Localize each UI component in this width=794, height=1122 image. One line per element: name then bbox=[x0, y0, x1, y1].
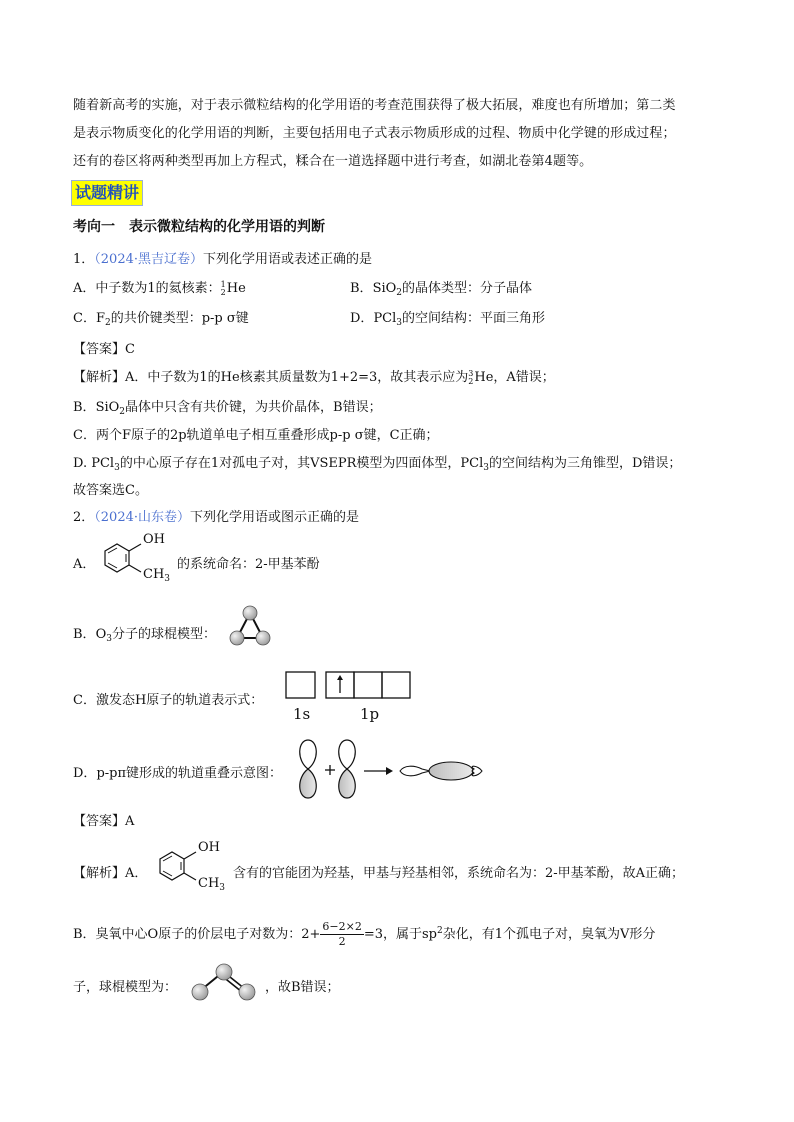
q1-option-d bbox=[350, 307, 545, 328]
iso-number: 2 bbox=[220, 287, 226, 297]
q2-option-c-label: C． bbox=[73, 693, 96, 708]
superscript: 2 bbox=[437, 926, 443, 936]
analysis-b-mid-2: 杂化，有1个孤电子对，臭氧为V形分 bbox=[442, 927, 656, 942]
q2-option-b-label: B． bbox=[73, 627, 96, 642]
subscript: 3 bbox=[483, 463, 489, 473]
q1-option-d-text: 的空间结构：平面三角形 bbox=[402, 311, 546, 326]
analysis-a-tail: ，A错误； bbox=[493, 370, 555, 385]
analysis-a-symbol: He bbox=[474, 370, 494, 385]
subscript: 3 bbox=[106, 634, 112, 644]
q2-analysis-oh: OH bbox=[198, 840, 220, 855]
ch-text: CH bbox=[143, 567, 165, 582]
q2-option-c-text: 激发态H原子的轨道表示式： bbox=[95, 693, 264, 708]
orbital-1p-label: 1p bbox=[360, 705, 380, 723]
q1-conclusion: 故答案选C。 bbox=[73, 483, 148, 498]
subscript: 3 bbox=[219, 883, 226, 893]
subscript: 2 bbox=[119, 407, 126, 417]
q2-stem-line bbox=[73, 506, 359, 525]
fraction bbox=[320, 920, 363, 949]
q1-option-c bbox=[73, 307, 249, 328]
q1-option-c-formula: F bbox=[95, 311, 105, 326]
iso-number: 2 bbox=[468, 376, 474, 386]
q1-option-a-label: A． bbox=[73, 281, 96, 296]
intro-paragraph bbox=[73, 92, 733, 176]
q2-analysis-ch3 bbox=[198, 876, 225, 893]
q2-a-ch3 bbox=[143, 567, 170, 584]
q1-option-c-text: 的共价键类型：p-p σ键 bbox=[110, 311, 249, 326]
q1-option-b bbox=[350, 277, 532, 298]
subscript: 2 bbox=[104, 318, 111, 328]
q2-analysis-b bbox=[73, 920, 655, 949]
intro-line-1: 随着新高考的实施，对于表示微粒结构的化学用语的考查范围获得了极大拓展，难度也有所增加；第二类 bbox=[73, 98, 676, 113]
q2-analysis-a-prefix: 【解析】A． bbox=[73, 866, 148, 881]
o3-bent-model-icon bbox=[187, 962, 267, 1002]
q2-option-d-text: p-pπ键形成的轨道重叠示意图： bbox=[96, 766, 283, 781]
q1-option-a-symbol: He bbox=[226, 281, 246, 296]
q1-option-c-label: C． bbox=[73, 311, 96, 326]
orbital-1s-label: 1s bbox=[293, 705, 311, 723]
subscript: 2 bbox=[396, 288, 403, 298]
q2-option-c bbox=[73, 689, 263, 708]
section-tag: 试题精讲 bbox=[71, 180, 143, 206]
q2-option-b-text: 分子的球棍模型： bbox=[111, 627, 216, 642]
analysis-a-isotope bbox=[468, 370, 473, 386]
q1-analysis-a bbox=[73, 366, 555, 386]
p-orbital-overlap-icon bbox=[292, 738, 492, 802]
q2-number: 2． bbox=[73, 510, 95, 525]
analysis-d-text-1: D. PCl bbox=[73, 456, 115, 471]
q1-option-d-formula: PCl bbox=[373, 311, 397, 326]
q2-option-a-label: A． bbox=[73, 557, 96, 572]
analysis-b-text: 晶体中只含有共价键，为共价晶体，B错误； bbox=[125, 400, 382, 415]
fraction-denominator: 2 bbox=[338, 935, 346, 948]
analysis-b-mid-1: ，属于sp bbox=[383, 927, 437, 942]
q2-option-b bbox=[73, 623, 216, 644]
q1-option-d-label: D． bbox=[350, 311, 374, 326]
q1-analysis-d bbox=[73, 452, 681, 473]
o-symbol: O bbox=[95, 627, 107, 642]
q1-option-a-text: 中子数为1的氦核素： bbox=[95, 281, 221, 296]
intro-line-3: 还有的卷区将两种类型再加上方程式，糅合在一道选择题中进行考查，如湖北卷第4题等。 bbox=[73, 154, 593, 169]
q2-analysis-b-line2-prefix: 子，球棍模型为： bbox=[73, 980, 178, 995]
q1-option-b-text: 的晶体类型：分子晶体 bbox=[402, 281, 533, 296]
q2-option-a-text: 的系统命名：2-甲基苯酚 bbox=[177, 557, 320, 572]
iso-mass: 3 bbox=[468, 368, 474, 378]
analysis-b-label: B． bbox=[73, 400, 96, 415]
subscript: 3 bbox=[396, 318, 403, 328]
expr-tail: =3 bbox=[363, 927, 383, 942]
q2-answer: 【答案】A bbox=[73, 814, 135, 829]
q1-option-b-formula: SiO bbox=[372, 281, 397, 296]
section-heading: 考向一 表示微粒结构的化学用语的判断 bbox=[73, 219, 325, 235]
q2-analysis-b-line2-tail: ，故B错误； bbox=[265, 980, 340, 995]
analysis-d-text-3: 的空间结构为三角锥型，D错误； bbox=[489, 456, 682, 471]
subscript: 3 bbox=[114, 463, 120, 473]
ch-text: CH bbox=[198, 876, 220, 891]
q2-a-oh: OH bbox=[143, 532, 165, 547]
intro-line-2: 是表示物质变化的化学用语的判断，主要包括用电子式表示物质形成的过程、物质中化学键的形成过程； bbox=[73, 126, 676, 141]
iso-mass: 1 bbox=[220, 279, 226, 289]
q2-stem: 下列化学用语或图示正确的是 bbox=[190, 510, 360, 525]
q1-analysis-b bbox=[73, 396, 382, 417]
q2-source: （2024·山东卷） bbox=[94, 510, 190, 525]
q1-answer: 【答案】C bbox=[73, 342, 135, 357]
q1-number: 1． bbox=[73, 252, 95, 267]
q1-option-a bbox=[73, 277, 246, 297]
q2-analysis-a-text: 含有的官能团为羟基，甲基与羟基相邻，系统命名为：2-甲基苯酚，故A正确； bbox=[233, 866, 685, 881]
q1-stem-line bbox=[73, 248, 372, 267]
q1-analysis-c: C．两个F原子的2p轨道单电子相互重叠形成p-p σ键，C正确； bbox=[73, 428, 439, 443]
analysis-b-formula: SiO bbox=[95, 400, 120, 415]
q2-option-d bbox=[73, 762, 282, 781]
o3-triangle-model-icon bbox=[226, 603, 276, 653]
q1-option-a-isotope bbox=[221, 281, 226, 297]
q1-stem: 下列化学用语或表述正确的是 bbox=[203, 252, 373, 267]
analysis-b-text: B．臭氧中心O原子的价层电子对数为： bbox=[73, 927, 302, 942]
subscript: 3 bbox=[164, 574, 171, 584]
q1-option-b-label: B． bbox=[350, 281, 373, 296]
orbital-diagram-icon bbox=[285, 671, 415, 701]
analysis-d-text-2: 的中心原子存在1对孤电子对，其VSEPR模型为四面体型，PCl bbox=[119, 456, 484, 471]
q2-option-d-label: D． bbox=[73, 766, 97, 781]
fraction-numerator: 6−2×2 bbox=[322, 920, 362, 933]
q1-source: （2024·黑吉辽卷） bbox=[94, 252, 203, 267]
analysis-a-text: 【解析】A．中子数为1的He核素其质量数为1+2=3，故其表示应为 bbox=[73, 370, 469, 385]
expr-lead: 2+ bbox=[301, 927, 321, 942]
